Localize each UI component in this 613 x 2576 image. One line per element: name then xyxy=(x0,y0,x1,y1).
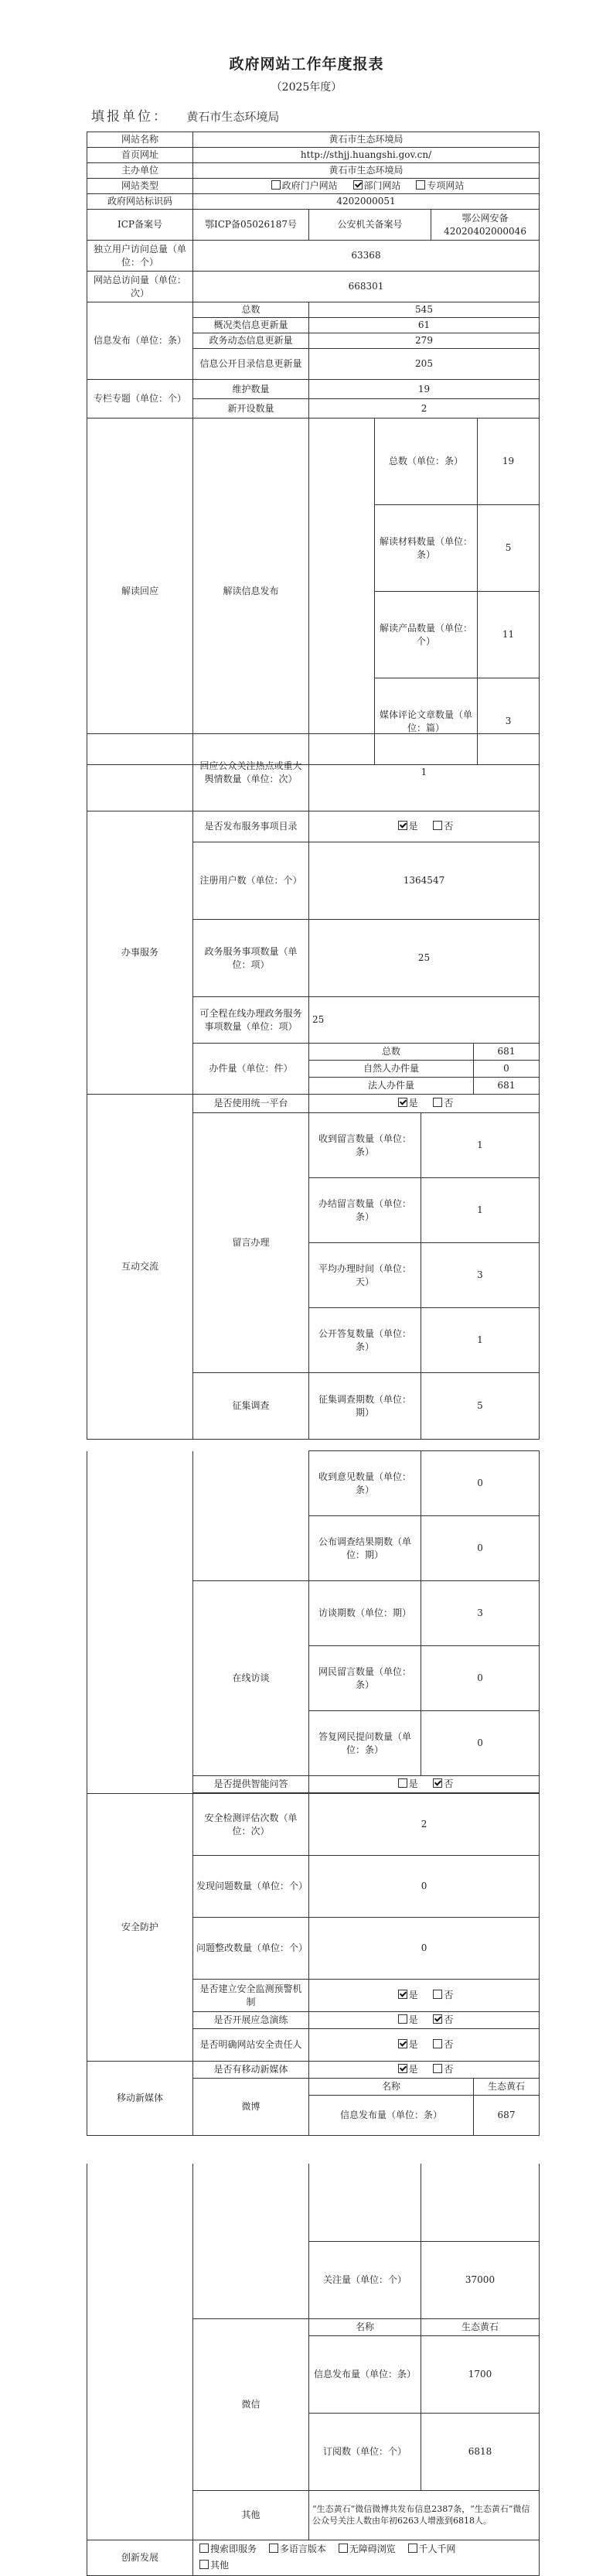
talk-count: 3 xyxy=(421,1581,540,1646)
site-type-options xyxy=(193,179,540,194)
option-search-service[interactable] xyxy=(196,2541,257,2557)
host-unit: 黄石市生态环境局 xyxy=(193,163,540,179)
row-label: 政务动态信息更新量 xyxy=(193,333,309,349)
report-table-page-2 xyxy=(87,733,540,1440)
special-new: 2 xyxy=(309,399,540,419)
row-label: 收到意见数量（单位：条） xyxy=(309,1451,421,1516)
home-url: http://sthjj.huangshi.gov.cn/ xyxy=(193,148,540,163)
service-users: 1364547 xyxy=(309,842,540,920)
checkbox-checked-icon xyxy=(398,1990,407,1999)
report-table-page-4 xyxy=(87,2164,540,2576)
option-label: 政府门户网站 xyxy=(281,180,338,191)
msg-days: 3 xyxy=(421,1243,540,1308)
survey-count: 5 xyxy=(421,1373,540,1440)
option-accessibility[interactable] xyxy=(335,2541,396,2557)
option-no[interactable] xyxy=(430,2038,453,2052)
row-label: 信息发布量（单位：条） xyxy=(309,2096,474,2136)
row-label: 是否建立安全监测预警机制 xyxy=(193,1980,309,2012)
checkbox-icon xyxy=(416,180,425,190)
row-label: 网站总访问量（单位：次） xyxy=(87,272,193,302)
option-label: 是 xyxy=(408,1990,418,2000)
checkbox-icon xyxy=(199,2544,209,2553)
police-label: 公安机关备案号 xyxy=(309,210,431,241)
info-catalog: 205 xyxy=(309,349,540,380)
row-label: 网站类型 xyxy=(87,179,193,194)
type-option-special[interactable] xyxy=(413,179,464,193)
talk-answers: 0 xyxy=(421,1711,540,1776)
platform-options xyxy=(309,1095,540,1113)
option-label: 是 xyxy=(408,1098,418,1109)
weibo-posts: 687 xyxy=(474,2096,540,2136)
service-items: 25 xyxy=(309,920,540,997)
row-label: 名称 xyxy=(309,2079,474,2096)
innovation-options xyxy=(193,2540,540,2575)
checkbox-icon xyxy=(269,2544,278,2553)
security-test: 2 xyxy=(309,1794,540,1856)
handle-total: 681 xyxy=(474,1044,540,1061)
row-label: 办件量（单位：件） xyxy=(193,1044,309,1095)
info-dynamic: 279 xyxy=(309,333,540,349)
option-label: 否 xyxy=(444,1098,454,1109)
row-label: 主办单位 xyxy=(87,163,193,179)
option-label: 否 xyxy=(444,1990,454,2000)
option-label: 否 xyxy=(444,821,454,832)
row-label: 访谈期数（单位：期） xyxy=(309,1581,421,1646)
row-label: ICP备案号 xyxy=(87,210,193,241)
option-yes[interactable] xyxy=(395,1097,418,1110)
site-code: 4202000051 xyxy=(193,194,540,210)
interpret-hotspot: 1 xyxy=(309,734,540,811)
option-yes[interactable] xyxy=(395,1989,418,2002)
wechat-subs: 6818 xyxy=(421,2413,540,2490)
survey-opinion: 0 xyxy=(421,1451,540,1516)
info-overview: 61 xyxy=(309,318,540,333)
option-label: 多语言版本 xyxy=(279,2544,326,2554)
row-label: 解读产品数量（单位：个） xyxy=(375,592,478,678)
option-label: 是 xyxy=(408,2014,418,2025)
smart-qa-options xyxy=(309,1776,540,1793)
weibo-fans: 37000 xyxy=(421,2241,540,2318)
row-label: 订阅数（单位：个） xyxy=(309,2413,421,2490)
unique-visitors: 63368 xyxy=(193,241,540,272)
row-label: 信息公开目录信息更新量 xyxy=(193,349,309,380)
interpret-section-label: 解读回应 xyxy=(87,419,193,765)
row-label: 信息发布量（单位：条） xyxy=(309,2335,421,2413)
row-label: 收到留言数量（单位：条） xyxy=(309,1113,421,1178)
row-label: 公开答复数量（单位：条） xyxy=(309,1308,421,1373)
checkbox-icon xyxy=(271,180,281,190)
option-label: 专项网站 xyxy=(427,180,465,191)
row-label: 总数 xyxy=(309,1044,474,1061)
special-maintain: 19 xyxy=(309,380,540,399)
filler-unit xyxy=(91,105,279,125)
filler-label: 填报单位： xyxy=(91,109,169,125)
option-personalized[interactable] xyxy=(405,2541,456,2557)
row-label: 是否开展应急演练 xyxy=(193,2012,309,2029)
option-other[interactable] xyxy=(196,2557,229,2574)
row-label: 新开设数量 xyxy=(193,399,309,419)
row-label: 是否有移动新媒体 xyxy=(193,2062,309,2079)
msg-public: 1 xyxy=(421,1308,540,1373)
row-label: 问题整改数量（单位：个） xyxy=(193,1918,309,1980)
option-label: 否 xyxy=(444,2039,454,2050)
row-label: 总数（单位：条） xyxy=(375,419,478,505)
checkbox-icon xyxy=(398,1778,407,1788)
row-label: 是否提供智能问答 xyxy=(193,1776,309,1793)
row-label: 注册用户数（单位：个） xyxy=(193,842,309,920)
interpret-media: 3 xyxy=(478,678,540,765)
other-text: “生态黄石”微信微博共发布信息2387条，“生态黄石”微信公众号关注人数由年初6263人增涨到6818人。 xyxy=(309,2490,540,2540)
option-yes[interactable] xyxy=(395,2063,418,2076)
security-section-label: 安全防护 xyxy=(87,1794,193,2062)
msg-received: 1 xyxy=(421,1113,540,1178)
checkbox-icon xyxy=(398,2014,407,2024)
option-label: 其他 xyxy=(210,2560,230,2571)
report-year: （2025年度） xyxy=(271,81,342,94)
report-table-page-3 xyxy=(87,1450,540,2136)
row-label: 发现问题数量（单位：个） xyxy=(193,1856,309,1918)
checkbox-icon xyxy=(408,2544,417,2553)
checkbox-icon xyxy=(433,1098,442,1107)
police-number: 鄂公网安备42020402000046 xyxy=(431,210,540,241)
special-section-label: 专栏专题（单位：个） xyxy=(87,380,193,419)
row-label: 总数 xyxy=(193,302,309,318)
type-option-portal[interactable] xyxy=(268,179,338,193)
talk-label: 在线访谈 xyxy=(193,1581,309,1776)
checkbox-checked-icon xyxy=(433,1778,442,1788)
option-label: 否 xyxy=(444,2064,454,2075)
security-fixed: 0 xyxy=(309,1918,540,1980)
interpret-material: 5 xyxy=(478,505,540,592)
handle-corp: 681 xyxy=(474,1078,540,1095)
checkbox-icon xyxy=(433,2064,442,2073)
service-publish-options xyxy=(309,811,540,842)
option-no[interactable] xyxy=(430,1778,453,1791)
type-option-department[interactable] xyxy=(350,179,401,193)
row-label: 自然人办件量 xyxy=(309,1061,474,1078)
option-yes[interactable] xyxy=(395,2014,418,2027)
row-label: 首页网址 xyxy=(87,148,193,163)
row-label: 答复网民提问数量（单位：条） xyxy=(309,1711,421,1776)
duty-options xyxy=(309,2029,540,2062)
wechat-label: 微信 xyxy=(193,2318,309,2490)
interpret-product: 11 xyxy=(478,592,540,678)
row-label: 关注量（单位：个） xyxy=(309,2241,421,2318)
checkbox-icon xyxy=(339,2544,348,2553)
row-label: 政务服务事项数量（单位：项） xyxy=(193,920,309,997)
row-label: 维护数量 xyxy=(193,380,309,399)
wechat-posts: 1700 xyxy=(421,2335,540,2413)
msg-done: 1 xyxy=(421,1178,540,1243)
wechat-name: 生态黄石 xyxy=(421,2318,540,2335)
weibo-label: 微博 xyxy=(193,2079,309,2136)
row-label: 网民留言数量（单位：条） xyxy=(309,1646,421,1711)
option-label: 是 xyxy=(408,2064,418,2075)
talk-questions: 0 xyxy=(421,1646,540,1711)
handle-person: 0 xyxy=(474,1061,540,1078)
filler-value: 黄石市生态环境局 xyxy=(186,110,280,124)
interact-section-label: 互动交流 xyxy=(87,1095,193,1440)
row-label: 独立用户访问总量（单位：个） xyxy=(87,241,193,272)
checkbox-icon xyxy=(433,2039,442,2048)
service-section-label: 办事服务 xyxy=(87,811,193,1095)
checkbox-checked-icon xyxy=(398,2064,407,2073)
message-label: 留言办理 xyxy=(193,1113,309,1373)
checkbox-checked-icon xyxy=(398,2039,407,2048)
row-label: 安全检测评估次数（单位：次） xyxy=(193,1794,309,1856)
row-label: 名称 xyxy=(309,2318,421,2335)
checkbox-icon xyxy=(433,1990,442,1999)
row-label: 网站名称 xyxy=(87,132,193,148)
option-label: 无障碍浏览 xyxy=(349,2544,396,2554)
row-label: 政府网站标识码 xyxy=(87,194,193,210)
option-label: 搜索即服务 xyxy=(210,2544,257,2554)
survey-label: 征集调查 xyxy=(193,1373,309,1440)
media-options xyxy=(309,2062,540,2079)
row-label: 媒体评论文章数量（单位：篇） xyxy=(375,678,478,765)
interpret-total: 19 xyxy=(478,419,540,505)
report-table-page-1 xyxy=(87,132,540,765)
option-multilingual[interactable] xyxy=(266,2541,326,2557)
option-label: 是 xyxy=(408,1778,418,1789)
media-section-label: 移动新媒体 xyxy=(87,2062,193,2136)
row-label: 解读材料数量（单位：条） xyxy=(375,505,478,592)
monitor-options xyxy=(309,1980,540,2012)
info-total: 545 xyxy=(309,302,540,318)
info-section-label: 信息发布（单位：条） xyxy=(87,302,193,380)
checkbox-icon xyxy=(433,821,442,830)
option-no[interactable] xyxy=(430,2014,453,2027)
row-label: 办结留言数量（单位：条） xyxy=(309,1178,421,1243)
option-yes[interactable] xyxy=(395,2038,418,2052)
checkbox-icon xyxy=(199,2560,209,2569)
option-no[interactable] xyxy=(430,2063,453,2076)
checkbox-checked-icon xyxy=(353,180,363,190)
weibo-name: 生态黄石 xyxy=(474,2079,540,2096)
innovation-section-label: 创新发展 xyxy=(87,2540,193,2575)
row-label: 平均办理时间（单位：天） xyxy=(309,1243,421,1308)
row-label: 征集调查期数（单位：期） xyxy=(309,1373,421,1440)
option-label: 是 xyxy=(408,2039,418,2050)
row-label: 可全程在线办理政务服务事项数量（单位：项） xyxy=(193,997,309,1044)
checkbox-checked-icon xyxy=(433,2014,442,2024)
option-no[interactable] xyxy=(430,820,453,833)
row-label: 概况类信息更新量 xyxy=(193,318,309,333)
row-label: 是否发布服务事项目录 xyxy=(193,811,309,842)
checkbox-checked-icon xyxy=(398,821,407,830)
page-views: 668301 xyxy=(193,272,540,302)
checkbox-checked-icon xyxy=(398,1098,407,1107)
row-label: 是否明确网站安全责任人 xyxy=(193,2029,309,2062)
service-online: 25 xyxy=(309,997,540,1044)
option-no[interactable] xyxy=(430,1989,453,2002)
report-title: 政府网站工作年度报表 xyxy=(229,56,384,73)
option-label: 是 xyxy=(408,821,418,832)
row-label: 是否使用统一平台 xyxy=(193,1095,309,1113)
option-label: 否 xyxy=(444,1778,454,1789)
option-no[interactable] xyxy=(430,1097,453,1110)
option-label: 部门网站 xyxy=(363,180,401,191)
icp-number: 鄂ICP备05026187号 xyxy=(193,210,309,241)
option-yes[interactable] xyxy=(395,820,418,833)
option-yes[interactable] xyxy=(395,1778,418,1791)
survey-result: 0 xyxy=(421,1516,540,1581)
row-label: 回应公众关注热点或重大舆情数量（单位：次） xyxy=(193,734,309,811)
interpret-sub-label: 解读信息发布 xyxy=(193,419,309,765)
drill-options xyxy=(309,2012,540,2029)
security-found: 0 xyxy=(309,1856,540,1918)
option-label: 千人千网 xyxy=(418,2544,456,2554)
row-label: 公布调查结果期数（单位：期） xyxy=(309,1516,421,1581)
site-name: 黄石市生态环境局 xyxy=(193,132,540,148)
row-label: 法人办件量 xyxy=(309,1078,474,1095)
option-label: 否 xyxy=(444,2014,454,2025)
other-label: 其他 xyxy=(193,2490,309,2540)
